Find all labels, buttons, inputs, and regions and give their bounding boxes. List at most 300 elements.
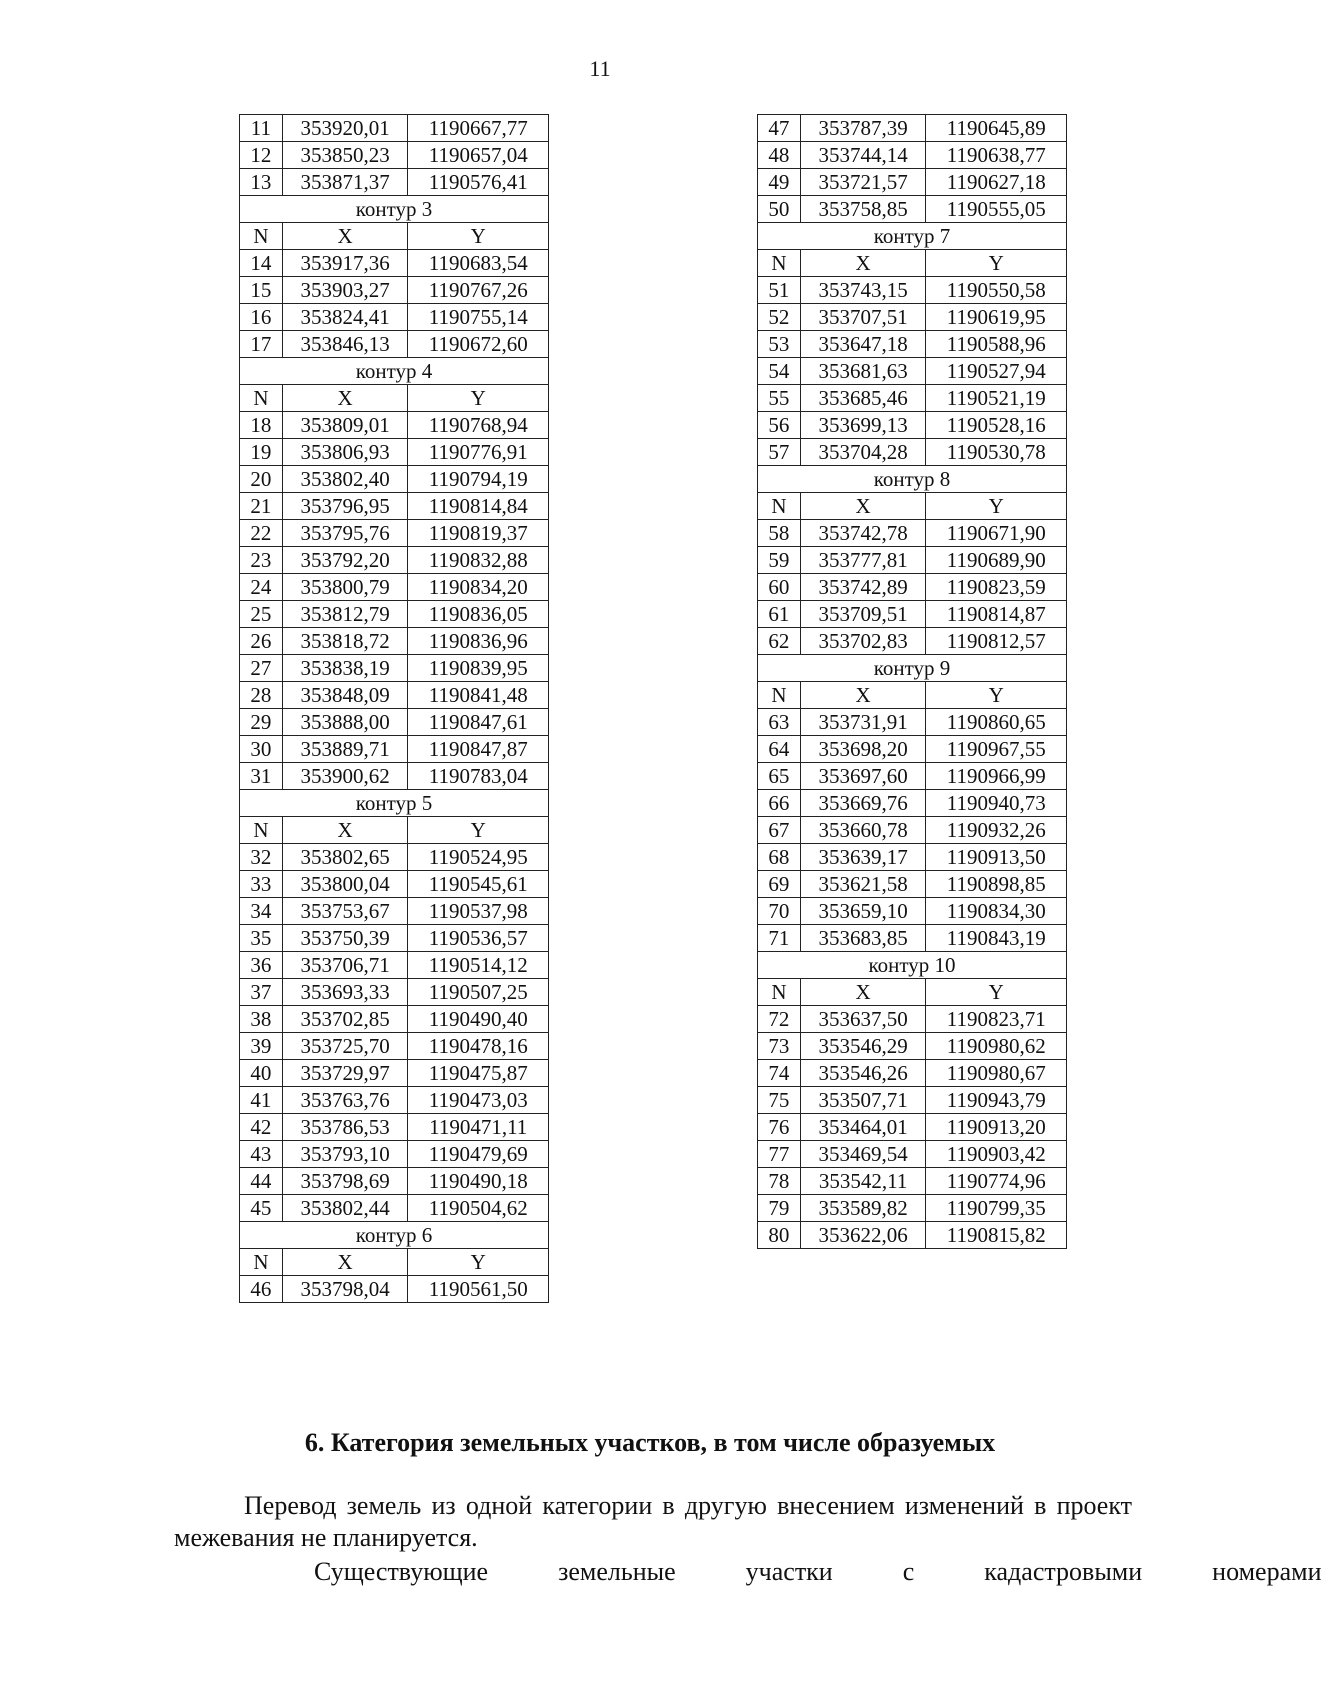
header-n: N xyxy=(758,682,801,709)
table-row xyxy=(240,1168,549,1195)
cell-x: 353699,13 xyxy=(800,412,926,439)
cell-y: 1190561,50 xyxy=(408,1276,549,1303)
table-row xyxy=(758,412,1067,439)
cell-y: 1190536,57 xyxy=(408,925,549,952)
cell-n: 20 xyxy=(240,466,283,493)
cell-y: 1190672,60 xyxy=(408,331,549,358)
cell-y: 1190940,73 xyxy=(926,790,1067,817)
cell-x: 353685,46 xyxy=(800,385,926,412)
cell-n: 59 xyxy=(758,547,801,574)
cell-n: 44 xyxy=(240,1168,283,1195)
cell-x: 353793,10 xyxy=(282,1141,408,1168)
table-row xyxy=(240,871,549,898)
header-x: X xyxy=(800,250,926,277)
word: Существующие xyxy=(314,1557,489,1586)
paragraph-existing-parcels-line xyxy=(244,1556,1322,1588)
cell-y: 1190839,95 xyxy=(408,655,549,682)
cell-y: 1190814,87 xyxy=(926,601,1067,628)
column-header-row xyxy=(758,682,1067,709)
cell-n: 40 xyxy=(240,1060,283,1087)
column-header-row xyxy=(240,1249,549,1276)
table-row xyxy=(240,277,549,304)
cell-x: 353725,70 xyxy=(282,1033,408,1060)
cell-x: 353589,82 xyxy=(800,1195,926,1222)
cell-n: 54 xyxy=(758,358,801,385)
cell-x: 353798,04 xyxy=(282,1276,408,1303)
table-row xyxy=(240,331,549,358)
cell-n: 27 xyxy=(240,655,283,682)
cell-n: 36 xyxy=(240,952,283,979)
cell-n: 29 xyxy=(240,709,283,736)
header-y: Y xyxy=(926,979,1067,1006)
table-row xyxy=(758,1087,1067,1114)
column-header-row xyxy=(240,817,549,844)
cell-x: 353750,39 xyxy=(282,925,408,952)
cell-y: 1190667,77 xyxy=(408,115,549,142)
table-row xyxy=(758,520,1067,547)
cell-x: 353796,95 xyxy=(282,493,408,520)
cell-x: 353812,79 xyxy=(282,601,408,628)
header-n: N xyxy=(240,385,283,412)
cell-n: 71 xyxy=(758,925,801,952)
cell-y: 1190507,25 xyxy=(408,979,549,1006)
cell-y: 1190514,12 xyxy=(408,952,549,979)
cell-x: 353792,20 xyxy=(282,547,408,574)
table-row xyxy=(240,628,549,655)
table-row xyxy=(758,1114,1067,1141)
header-y: Y xyxy=(926,682,1067,709)
cell-y: 1190588,96 xyxy=(926,331,1067,358)
header-x: X xyxy=(800,682,926,709)
cell-n: 45 xyxy=(240,1195,283,1222)
cell-y: 1190847,61 xyxy=(408,709,549,736)
table-row xyxy=(240,844,549,871)
cell-y: 1190815,82 xyxy=(926,1222,1067,1249)
contour-label: контур 10 xyxy=(758,952,1067,979)
table-row xyxy=(758,763,1067,790)
cell-y: 1190823,71 xyxy=(926,1006,1067,1033)
cell-x: 353888,00 xyxy=(282,709,408,736)
cell-n: 25 xyxy=(240,601,283,628)
cell-n: 64 xyxy=(758,736,801,763)
cell-y: 1190841,48 xyxy=(408,682,549,709)
cell-n: 21 xyxy=(240,493,283,520)
cell-x: 353795,76 xyxy=(282,520,408,547)
cell-n: 60 xyxy=(758,574,801,601)
cell-n: 55 xyxy=(758,385,801,412)
table-row xyxy=(240,898,549,925)
cell-y: 1190980,67 xyxy=(926,1060,1067,1087)
table-row xyxy=(240,1276,549,1303)
cell-y: 1190814,84 xyxy=(408,493,549,520)
word: кадастровыми xyxy=(984,1557,1143,1586)
cell-y: 1190545,61 xyxy=(408,871,549,898)
cell-n: 67 xyxy=(758,817,801,844)
table-row xyxy=(240,601,549,628)
table-row xyxy=(240,1087,549,1114)
cell-y: 1190898,85 xyxy=(926,871,1067,898)
table-row xyxy=(240,466,549,493)
table-row xyxy=(240,1006,549,1033)
cell-x: 353669,76 xyxy=(800,790,926,817)
cell-y: 1190471,11 xyxy=(408,1114,549,1141)
table-row xyxy=(240,1141,549,1168)
table-row xyxy=(758,115,1067,142)
cell-n: 31 xyxy=(240,763,283,790)
cell-x: 353702,83 xyxy=(800,628,926,655)
cell-n: 62 xyxy=(758,628,801,655)
header-y: Y xyxy=(926,493,1067,520)
cell-n: 12 xyxy=(240,142,283,169)
cell-y: 1190847,87 xyxy=(408,736,549,763)
cell-n: 32 xyxy=(240,844,283,871)
cell-n: 41 xyxy=(240,1087,283,1114)
cell-y: 1190638,77 xyxy=(926,142,1067,169)
table-row xyxy=(758,385,1067,412)
table-row xyxy=(240,1195,549,1222)
table-row xyxy=(758,817,1067,844)
cell-n: 11 xyxy=(240,115,283,142)
cell-n: 77 xyxy=(758,1141,801,1168)
cell-n: 68 xyxy=(758,844,801,871)
cell-x: 353639,17 xyxy=(800,844,926,871)
cell-y: 1190823,59 xyxy=(926,574,1067,601)
cell-x: 353850,23 xyxy=(282,142,408,169)
table-row xyxy=(758,1006,1067,1033)
column-header-row xyxy=(758,250,1067,277)
header-n: N xyxy=(240,1249,283,1276)
table-row xyxy=(240,925,549,952)
cell-y: 1190767,26 xyxy=(408,277,549,304)
cell-n: 47 xyxy=(758,115,801,142)
cell-n: 61 xyxy=(758,601,801,628)
cell-n: 72 xyxy=(758,1006,801,1033)
cell-n: 78 xyxy=(758,1168,801,1195)
cell-y: 1190980,62 xyxy=(926,1033,1067,1060)
column-header-row xyxy=(240,385,549,412)
contour-heading-row xyxy=(758,952,1067,979)
contour-label: контур 7 xyxy=(758,223,1067,250)
cell-n: 23 xyxy=(240,547,283,574)
header-x: X xyxy=(282,1249,408,1276)
cell-x: 353744,14 xyxy=(800,142,926,169)
table-row xyxy=(240,304,549,331)
cell-y: 1190966,99 xyxy=(926,763,1067,790)
cell-y: 1190689,90 xyxy=(926,547,1067,574)
cell-x: 353917,36 xyxy=(282,250,408,277)
cell-x: 353758,85 xyxy=(800,196,926,223)
contour-heading-row xyxy=(758,466,1067,493)
cell-y: 1190776,91 xyxy=(408,439,549,466)
cell-n: 39 xyxy=(240,1033,283,1060)
cell-n: 70 xyxy=(758,898,801,925)
cell-x: 353802,44 xyxy=(282,1195,408,1222)
page-number: 11 xyxy=(589,56,611,81)
header-x: X xyxy=(282,223,408,250)
cell-x: 353871,37 xyxy=(282,169,408,196)
cell-y: 1190843,19 xyxy=(926,925,1067,952)
coordinates-table-right xyxy=(757,114,1067,1249)
cell-y: 1190913,50 xyxy=(926,844,1067,871)
cell-x: 353546,29 xyxy=(800,1033,926,1060)
cell-x: 353846,13 xyxy=(282,331,408,358)
cell-x: 353464,01 xyxy=(800,1114,926,1141)
cell-x: 353681,63 xyxy=(800,358,926,385)
word: с xyxy=(902,1557,915,1586)
cell-y: 1190490,40 xyxy=(408,1006,549,1033)
cell-n: 63 xyxy=(758,709,801,736)
header-x: X xyxy=(282,385,408,412)
cell-x: 353889,71 xyxy=(282,736,408,763)
cell-n: 30 xyxy=(240,736,283,763)
cell-y: 1190794,19 xyxy=(408,466,549,493)
cell-y: 1190475,87 xyxy=(408,1060,549,1087)
cell-x: 353693,33 xyxy=(282,979,408,1006)
cell-n: 80 xyxy=(758,1222,801,1249)
table-row xyxy=(758,925,1067,952)
cell-y: 1190799,35 xyxy=(926,1195,1067,1222)
cell-x: 353838,19 xyxy=(282,655,408,682)
cell-y: 1190819,37 xyxy=(408,520,549,547)
header-y: Y xyxy=(408,385,549,412)
cell-x: 353707,51 xyxy=(800,304,926,331)
cell-x: 353637,50 xyxy=(800,1006,926,1033)
cell-y: 1190619,95 xyxy=(926,304,1067,331)
cell-y: 1190479,69 xyxy=(408,1141,549,1168)
cell-n: 43 xyxy=(240,1141,283,1168)
cell-x: 353729,97 xyxy=(282,1060,408,1087)
cell-y: 1190913,20 xyxy=(926,1114,1067,1141)
cell-n: 51 xyxy=(758,277,801,304)
table-row xyxy=(240,682,549,709)
header-y: Y xyxy=(926,250,1067,277)
table-row xyxy=(758,601,1067,628)
cell-n: 65 xyxy=(758,763,801,790)
cell-y: 1190550,58 xyxy=(926,277,1067,304)
cell-y: 1190943,79 xyxy=(926,1087,1067,1114)
cell-n: 34 xyxy=(240,898,283,925)
header-n: N xyxy=(758,250,801,277)
table-row xyxy=(758,1141,1067,1168)
cell-x: 353798,69 xyxy=(282,1168,408,1195)
contour-heading-row xyxy=(240,196,549,223)
cell-n: 38 xyxy=(240,1006,283,1033)
cell-x: 353622,06 xyxy=(800,1222,926,1249)
table-row xyxy=(758,331,1067,358)
cell-y: 1190836,96 xyxy=(408,628,549,655)
header-x: X xyxy=(800,979,926,1006)
cell-x: 353800,04 xyxy=(282,871,408,898)
cell-y: 1190555,05 xyxy=(926,196,1067,223)
cell-x: 353507,71 xyxy=(800,1087,926,1114)
paragraph-category-transfer: Перевод земель из одной категории в другую внесением изменений в проект межевания не планируется. xyxy=(174,1491,1132,1552)
cell-y: 1190903,42 xyxy=(926,1141,1067,1168)
header-x: X xyxy=(282,817,408,844)
cell-x: 353660,78 xyxy=(800,817,926,844)
cell-n: 79 xyxy=(758,1195,801,1222)
table-row xyxy=(758,196,1067,223)
table-row xyxy=(240,169,549,196)
cell-y: 1190755,14 xyxy=(408,304,549,331)
cell-y: 1190657,04 xyxy=(408,142,549,169)
table-row xyxy=(758,844,1067,871)
cell-x: 353900,62 xyxy=(282,763,408,790)
cell-y: 1190783,04 xyxy=(408,763,549,790)
cell-n: 22 xyxy=(240,520,283,547)
contour-label: контур 8 xyxy=(758,466,1067,493)
cell-n: 57 xyxy=(758,439,801,466)
table-row xyxy=(240,520,549,547)
contour-label: контур 3 xyxy=(240,196,549,223)
cell-x: 353787,39 xyxy=(800,115,926,142)
table-row xyxy=(240,1114,549,1141)
cell-x: 353647,18 xyxy=(800,331,926,358)
cell-n: 73 xyxy=(758,1033,801,1060)
cell-y: 1190645,89 xyxy=(926,115,1067,142)
table-row xyxy=(758,871,1067,898)
cell-y: 1190832,88 xyxy=(408,547,549,574)
cell-x: 353903,27 xyxy=(282,277,408,304)
table-row xyxy=(758,1168,1067,1195)
cell-y: 1190527,94 xyxy=(926,358,1067,385)
cell-y: 1190627,18 xyxy=(926,169,1067,196)
table-row xyxy=(240,736,549,763)
header-n: N xyxy=(240,223,283,250)
cell-n: 18 xyxy=(240,412,283,439)
cell-y: 1190774,96 xyxy=(926,1168,1067,1195)
table-row xyxy=(758,142,1067,169)
cell-x: 353786,53 xyxy=(282,1114,408,1141)
table-row xyxy=(758,304,1067,331)
header-n: N xyxy=(240,817,283,844)
cell-x: 353697,60 xyxy=(800,763,926,790)
table-row xyxy=(758,277,1067,304)
cell-n: 14 xyxy=(240,250,283,277)
cell-x: 353920,01 xyxy=(282,115,408,142)
contour-heading-row xyxy=(758,223,1067,250)
cell-x: 353806,93 xyxy=(282,439,408,466)
cell-n: 17 xyxy=(240,331,283,358)
cell-x: 353743,15 xyxy=(800,277,926,304)
cell-x: 353731,91 xyxy=(800,709,926,736)
header-y: Y xyxy=(408,223,549,250)
table-row xyxy=(240,412,549,439)
cell-x: 353698,20 xyxy=(800,736,926,763)
contour-label: контур 5 xyxy=(240,790,549,817)
cell-x: 353763,76 xyxy=(282,1087,408,1114)
header-y: Y xyxy=(408,817,549,844)
table-row xyxy=(240,439,549,466)
cell-x: 353742,78 xyxy=(800,520,926,547)
cell-x: 353469,54 xyxy=(800,1141,926,1168)
cell-x: 353546,26 xyxy=(800,1060,926,1087)
contour-heading-row xyxy=(240,1222,549,1249)
column-header-row xyxy=(758,979,1067,1006)
cell-x: 353542,11 xyxy=(800,1168,926,1195)
cell-x: 353621,58 xyxy=(800,871,926,898)
paragraph-existing-parcels xyxy=(174,1556,1322,1588)
cell-n: 42 xyxy=(240,1114,283,1141)
cell-n: 13 xyxy=(240,169,283,196)
cell-n: 48 xyxy=(758,142,801,169)
cell-x: 353742,89 xyxy=(800,574,926,601)
cell-x: 353721,57 xyxy=(800,169,926,196)
table-row xyxy=(240,574,549,601)
cell-n: 24 xyxy=(240,574,283,601)
cell-n: 19 xyxy=(240,439,283,466)
table-row xyxy=(758,358,1067,385)
cell-y: 1190490,18 xyxy=(408,1168,549,1195)
table-row xyxy=(240,1060,549,1087)
cell-n: 35 xyxy=(240,925,283,952)
word: номерами xyxy=(1212,1557,1322,1586)
column-header-row xyxy=(240,223,549,250)
table-row xyxy=(240,250,549,277)
cell-x: 353809,01 xyxy=(282,412,408,439)
cell-n: 66 xyxy=(758,790,801,817)
cell-y: 1190967,55 xyxy=(926,736,1067,763)
cell-n: 56 xyxy=(758,412,801,439)
cell-y: 1190671,90 xyxy=(926,520,1067,547)
cell-n: 33 xyxy=(240,871,283,898)
cell-y: 1190576,41 xyxy=(408,169,549,196)
table-row xyxy=(240,709,549,736)
header-n: N xyxy=(758,979,801,1006)
cell-y: 1190860,65 xyxy=(926,709,1067,736)
cell-n: 75 xyxy=(758,1087,801,1114)
cell-n: 26 xyxy=(240,628,283,655)
table-row xyxy=(758,898,1067,925)
cell-y: 1190768,94 xyxy=(408,412,549,439)
cell-x: 353848,09 xyxy=(282,682,408,709)
cell-x: 353818,72 xyxy=(282,628,408,655)
cell-y: 1190812,57 xyxy=(926,628,1067,655)
cell-n: 52 xyxy=(758,304,801,331)
table-row xyxy=(240,979,549,1006)
cell-n: 69 xyxy=(758,871,801,898)
cell-n: 15 xyxy=(240,277,283,304)
cell-n: 37 xyxy=(240,979,283,1006)
cell-x: 353683,85 xyxy=(800,925,926,952)
table-row xyxy=(240,115,549,142)
cell-x: 353702,85 xyxy=(282,1006,408,1033)
contour-heading-row xyxy=(240,358,549,385)
word: земельные xyxy=(558,1557,676,1586)
cell-n: 58 xyxy=(758,520,801,547)
cell-n: 76 xyxy=(758,1114,801,1141)
table-row xyxy=(240,1033,549,1060)
cell-n: 28 xyxy=(240,682,283,709)
table-row xyxy=(758,790,1067,817)
cell-x: 353824,41 xyxy=(282,304,408,331)
table-row xyxy=(758,1033,1067,1060)
table-row xyxy=(240,547,549,574)
table-row xyxy=(758,709,1067,736)
cell-y: 1190528,16 xyxy=(926,412,1067,439)
cell-y: 1190504,62 xyxy=(408,1195,549,1222)
table-row xyxy=(758,736,1067,763)
cell-x: 353800,79 xyxy=(282,574,408,601)
cell-y: 1190521,19 xyxy=(926,385,1067,412)
header-x: X xyxy=(800,493,926,520)
table-row xyxy=(758,1195,1067,1222)
cell-y: 1190478,16 xyxy=(408,1033,549,1060)
cell-y: 1190524,95 xyxy=(408,844,549,871)
cell-x: 353753,67 xyxy=(282,898,408,925)
column-header-row xyxy=(758,493,1067,520)
contour-heading-row xyxy=(240,790,549,817)
cell-y: 1190537,98 xyxy=(408,898,549,925)
